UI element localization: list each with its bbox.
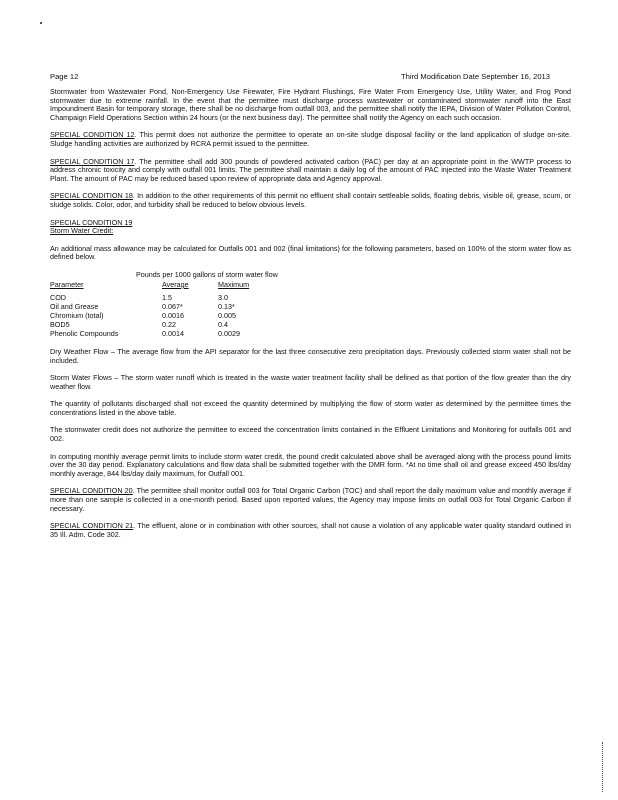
condition-label: SPECIAL CONDITION 20 (50, 486, 133, 496)
condition-label: SPECIAL CONDITION 19 (50, 217, 133, 227)
special-condition-18 (50, 192, 571, 209)
header-parameter: Parameter (50, 279, 84, 289)
parameter-cell: BOD5 (50, 319, 70, 329)
special-condition-19-heading (50, 219, 571, 236)
special-condition-12 (50, 131, 571, 148)
condition-label: SPECIAL CONDITION 12 (50, 130, 135, 140)
table-header-row (50, 281, 571, 294)
table-row (50, 294, 571, 303)
condition-text: . In addition to the other requirements of this permit no effluent shall contain settleable solids, floating debris, visible oil, grease, scum, or sludge solids. Color, odor, and turbidity shall be reduced to below obvious levels. (50, 191, 571, 209)
header-maximum: Maximum (218, 279, 250, 289)
average-cell: 1.5 (162, 292, 172, 302)
table-row (50, 330, 571, 339)
parameter-cell: Oil and Grease (50, 301, 99, 311)
maximum-cell: 0.13* (218, 301, 235, 311)
average-cell: 0.0014 (162, 328, 184, 338)
header-average: Average (162, 279, 189, 289)
dry-weather-flow-paragraph: Dry Weather Flow – The average flow from the API separator for the last three consecutive zero precipitation days. Previously collected storm water shall not be included. (50, 346, 571, 365)
storm-credit-intro: An additional mass allowance may be calculated for Outfalls 001 and 002 (final limitations) for the following parameters, based on 100% of the storm water flow as defined below. (50, 243, 571, 262)
special-condition-17 (50, 158, 571, 184)
parameter-cell: Phenolic Compounds (50, 328, 119, 338)
modification-date: Third Modification Date September 16, 2013 (400, 72, 550, 81)
pollutant-quantity-paragraph: The quantity of pollutants discharged shall not exceed the quantity determined by multiplying the flow of storm water as determined by the permittee times the concentrations listed in the above table. (50, 399, 571, 417)
parameter-cell: Chromium (total) (50, 310, 104, 320)
condition-label: SPECIAL CONDITION 18 (50, 191, 133, 201)
average-cell: 0.22 (162, 319, 176, 329)
monthly-average-paragraph: In computing monthly average permit limits to include storm water credit, the pound credit calculated above shall be averaged along with the process pound limits over the 30 day period. Explanatory calculations and flow data shall be submitted together with the DMR form. *At no time shall oil and grease exceed 450 lbs/day monthly average, 844 lbs/day daily maximum, for Outfall 001. (50, 451, 571, 478)
storm-water-flow-paragraph: Storm Water Flows – The storm water runoff which is treated in the waste water treatment facility shall be defined as that portion of the flow greater than the dry weather flow. (50, 373, 571, 391)
condition-text: . The permittee shall add 300 pounds of powdered activated carbon (PAC) per day at an appropriate point in the WWTP process to address chronic toxicity and comply with outfall 001 limits. The permittee shall maintain a daily log of the amount of PAC injected into the Waste Water Treatment Plant. The amount of PAC may be reduced based upon review of appropriate data and Agency approval. (50, 156, 571, 183)
document-body (50, 88, 571, 548)
page-header (50, 72, 550, 84)
table-row (50, 321, 571, 330)
maximum-cell: 0.0029 (218, 328, 240, 338)
condition-text: . The permittee shall monitor outfall 003 for Total Organic Carbon (TOC) and shall report the daily maximum value and monthly average if more than one sample is collected in a one-month period. Based upon reported values, the Agency may impose limits on outfall 003 for Total Organic Carbon if necessary. (50, 486, 571, 513)
intro-paragraph: Stormwater from Wastewater Pond, Non-Emergency Use Firewater, Fire Hydrant Flushings, Fire Water From Emergency Use, Utility Water, and Frog Pond stormwater due to extreme rainfall. In the event that the permittee must discharge process wastewater or contaminated stormwater runoff into the East Impoundment Basin for temporary storage, there shall be no discharge from outfall 003, and the permittee shall notify the IEPA, Division of Water Pollution Control, Champaign Field Operations Section within 24 hours (or the next business day). The permittee shall notify the Agency on each such occasion. (50, 87, 571, 122)
special-condition-21 (50, 522, 571, 539)
maximum-cell: 3.0 (218, 292, 228, 302)
condition-label: SPECIAL CONDITION 17 (50, 156, 135, 166)
table-row (50, 312, 571, 321)
condition-subtitle: Storm Water Credit: (50, 226, 114, 236)
condition-label: SPECIAL CONDITION 21 (50, 521, 134, 531)
condition-text: . The effluent, alone or in combination with other sources, shall not cause a violation of any applicable water quality standard outlined in 35 Ill. Adm. Code 302. (50, 521, 571, 539)
condition-text: . This permit does not authorize the permittee to operate an on-site sludge disposal facility or the land application of sludge on-site. Sludge handling activities are authorized by RCRA permit issued to the permittee. (50, 130, 571, 148)
average-cell: 0.067* (162, 301, 183, 311)
page-number: Page 12 (50, 72, 79, 81)
table-row (50, 303, 571, 312)
scan-speck (40, 22, 42, 24)
maximum-cell: 0.4 (218, 319, 228, 329)
special-condition-20 (50, 487, 571, 513)
credit-limit-paragraph: The stormwater credit does not authorize the permittee to exceed the concentration limits contained in the Effluent Limitations and Monitoring for outfalls 001 and 002. (50, 425, 571, 444)
scan-margin-marks (602, 742, 605, 792)
table-caption: Pounds per 1000 gallons of storm water flow (136, 269, 278, 279)
storm-credit-table (50, 271, 571, 339)
parameter-cell: COD (50, 292, 66, 302)
maximum-cell: 0.005 (218, 310, 236, 320)
average-cell: 0.0016 (162, 310, 184, 320)
